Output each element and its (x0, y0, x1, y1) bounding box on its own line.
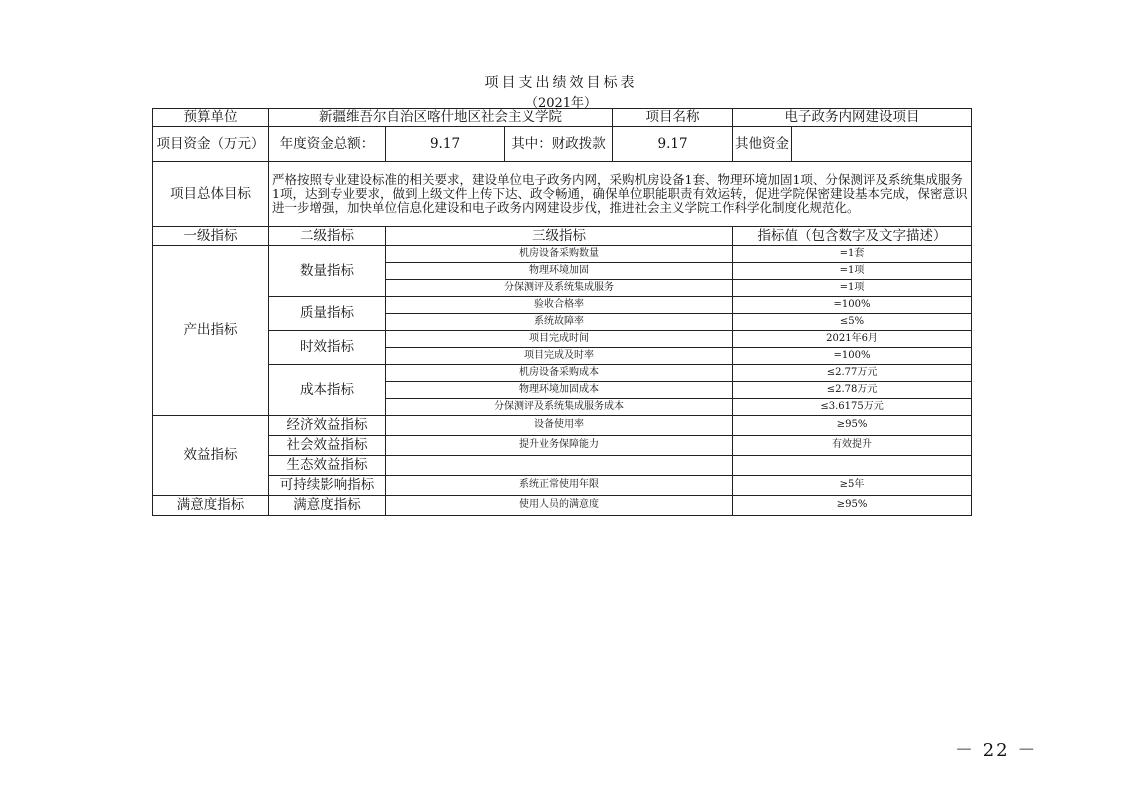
table-row-value: 2021年6月 (733, 331, 972, 348)
table-row-value (733, 456, 972, 476)
table-row-value: ≥95% (733, 416, 972, 436)
table-row-name: 设备使用率 (386, 416, 733, 436)
col-header-level2: 二级指标 (269, 227, 386, 246)
table-row-value: ≤2.77万元 (733, 365, 972, 382)
project-name-value: 电子政务内网建设项目 (733, 109, 972, 127)
table-row-name: 物理环境加固 (386, 263, 733, 280)
table-row-value: 有效提升 (733, 436, 972, 456)
fiscal-value: 9.17 (613, 127, 733, 162)
table-row-name: 物理环境加固成本 (386, 382, 733, 399)
level2-social: 社会效益指标 (269, 436, 386, 456)
col-header-value: 指标值（包含数字及文字描述） (733, 227, 972, 246)
table-row-value: =100% (733, 297, 972, 314)
other-funds-label: 其他资金 (733, 127, 792, 162)
table-row-name: 验收合格率 (386, 297, 733, 314)
table-row-name: 项目完成时间 (386, 331, 733, 348)
table-row-value: ≤3.6175万元 (733, 399, 972, 416)
level2-quality: 质量指标 (269, 297, 386, 331)
table-row-name: 机房设备采购成本 (386, 365, 733, 382)
level2-timeliness: 时效指标 (269, 331, 386, 365)
table-row-name: 系统正常使用年限 (386, 476, 733, 496)
table-row-value: =1套 (733, 246, 972, 263)
level2-cost: 成本指标 (269, 365, 386, 416)
level2-satisfaction: 满意度指标 (269, 496, 386, 516)
col-header-level3: 三级指标 (386, 227, 733, 246)
overall-goal-text: 严格按照专业建设标准的相关要求，建设单位电子政务内网，采购机房设备1套、物理环境加固1项、分保测评及系统集成服务1项，达到专业要求，做到上级文件上传下达、政令畅通，确保单位职能职责有效运转，促进学院保密建设基本完成，保密意识进一步增强，加快单位信息化建设和电子政务内网建设步伐，推进社会主义学院工作科学化制度化规范化。 (269, 162, 972, 227)
table-row-name: 分保测评及系统集成服务成本 (386, 399, 733, 416)
document-title: 项目支出绩效目标表 (484, 75, 638, 91)
table-row-value: ≤5% (733, 314, 972, 331)
annual-total-label: 年度资金总额： (269, 127, 386, 162)
table-row-name: 系统故障率 (386, 314, 733, 331)
overall-goal-label: 项目总体目标 (153, 162, 269, 227)
budget-unit-label: 预算单位 (153, 109, 269, 127)
table-row-name (386, 456, 733, 476)
table-row-name: 机房设备采购数量 (386, 246, 733, 263)
performance-table (152, 108, 972, 516)
col-header-level1: 一级指标 (153, 227, 269, 246)
table-row-name: 分保测评及系统集成服务 (386, 280, 733, 297)
level1-satisfaction: 满意度指标 (153, 496, 269, 516)
table-row-name: 使用人员的满意度 (386, 496, 733, 516)
level2-ecological: 生态效益指标 (269, 456, 386, 476)
project-name-label: 项目名称 (613, 109, 733, 127)
budget-unit-value: 新疆维吾尔自治区喀什地区社会主义学院 (269, 109, 613, 127)
page-number: － 22 － (955, 740, 1038, 761)
table-row-value: =1项 (733, 263, 972, 280)
funds-label: 项目资金（万元） (153, 127, 269, 162)
fiscal-label: 其中：财政拨款 (505, 127, 613, 162)
table-row-name: 提升业务保障能力 (386, 436, 733, 456)
table-row-value: =100% (733, 348, 972, 365)
table-row-value: ≥5年 (733, 476, 972, 496)
table-row-value: =1项 (733, 280, 972, 297)
level2-economic: 经济效益指标 (269, 416, 386, 436)
table-row-value: ≥95% (733, 496, 972, 516)
level2-sustainable: 可持续影响指标 (269, 476, 386, 496)
table-row-name: 项目完成及时率 (386, 348, 733, 365)
other-funds-value (792, 127, 972, 162)
level2-quantity: 数量指标 (269, 246, 386, 297)
annual-total-value: 9.17 (386, 127, 505, 162)
document-year: （2021年） (524, 96, 598, 111)
table-row-value: ≤2.78万元 (733, 382, 972, 399)
level1-benefit: 效益指标 (153, 416, 269, 496)
level1-output: 产出指标 (153, 246, 269, 416)
